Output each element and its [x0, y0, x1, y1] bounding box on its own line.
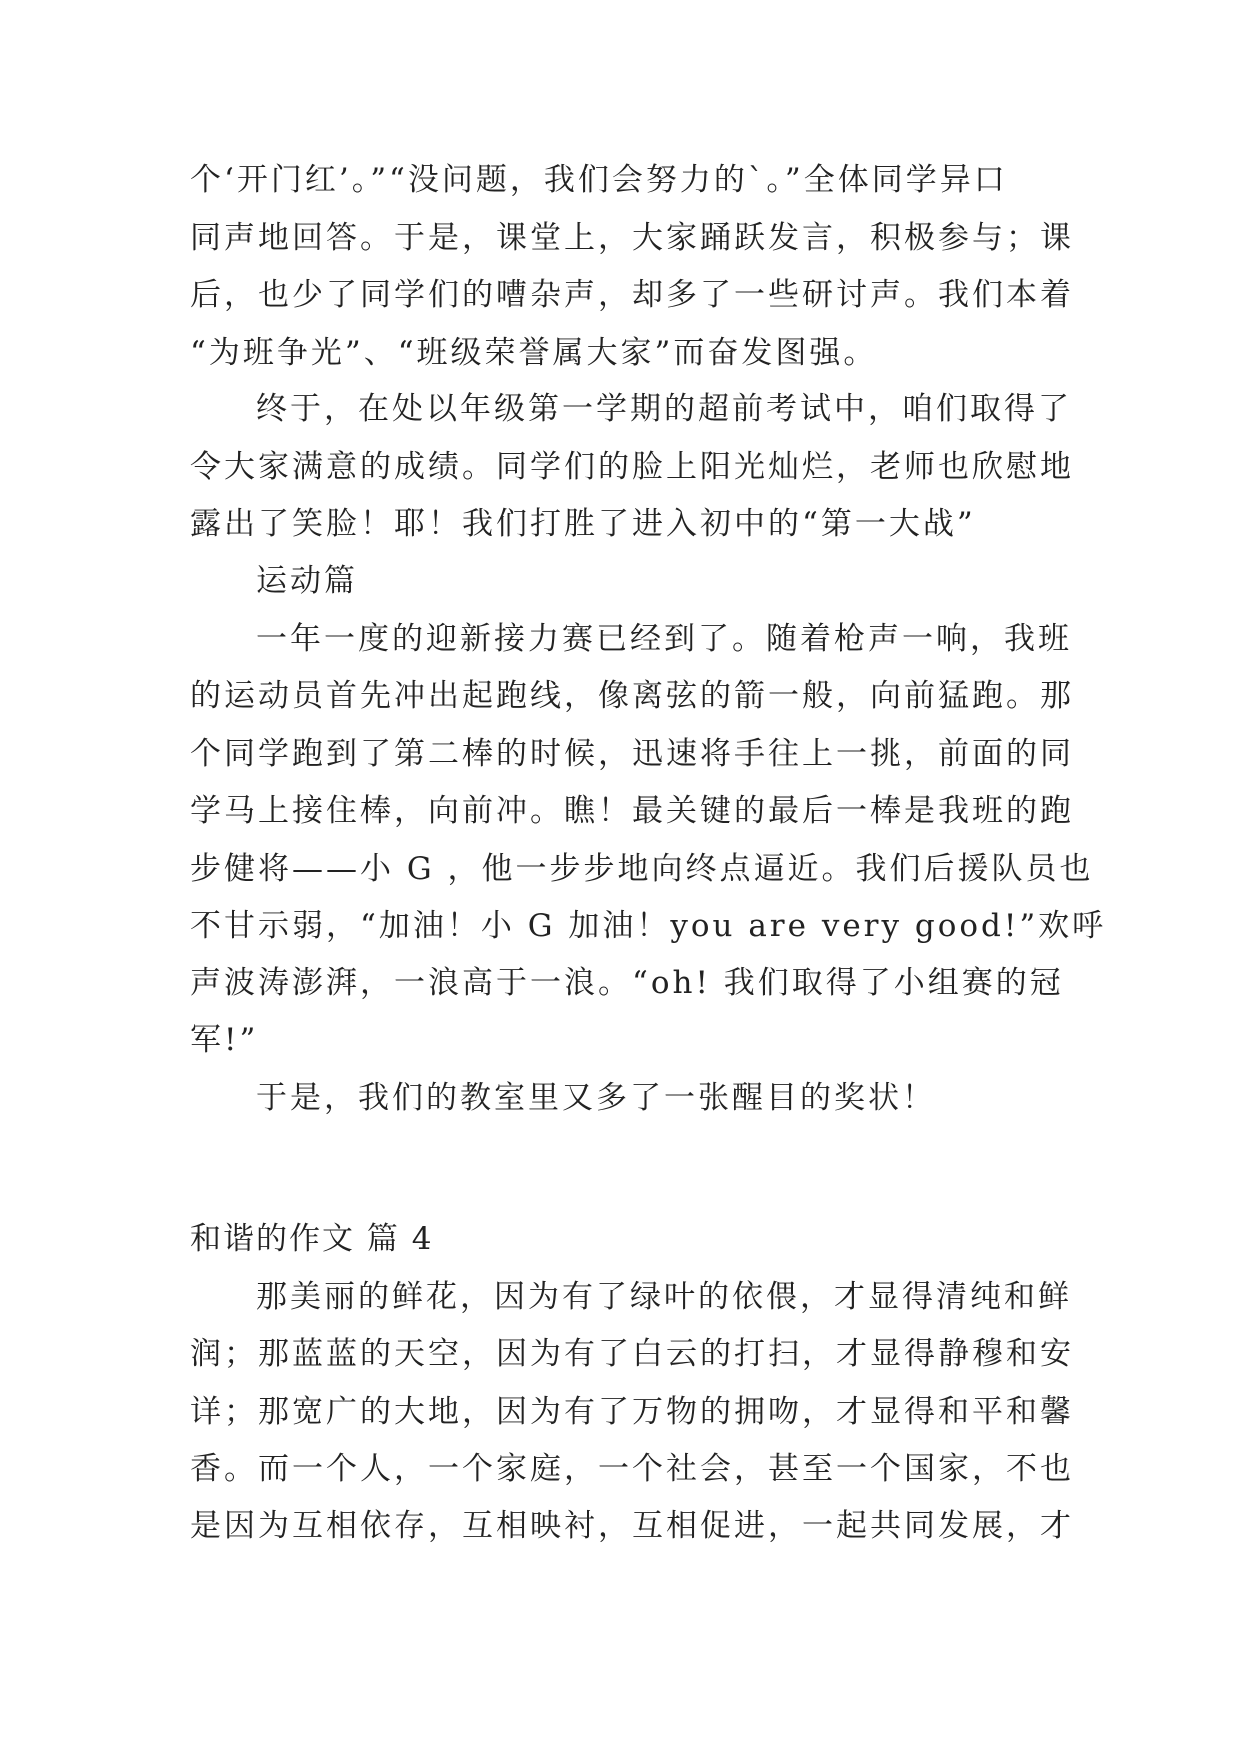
paragraph-line: 个‘开门红’。”“没问题，我们会努力的`。”全体同学异口	[190, 162, 1008, 198]
paragraph-line: 的运动员首先冲出起跑线，像离弦的箭一般，向前猛跑。那	[190, 678, 1074, 714]
paragraph-line: 不甘示弱，“加油！小 G 加油！you are very good!”欢呼	[190, 908, 1107, 944]
subheading: 运动篇	[256, 563, 358, 599]
paragraph-line: “为班争光”、“班级荣誉属大家”而奋发图强。	[190, 335, 878, 371]
paragraph-line: 于是，我们的教室里又多了一张醒目的奖状！	[256, 1080, 936, 1116]
paragraph-line: 润；那蓝蓝的天空，因为有了白云的打扫，才显得静穆和安	[190, 1336, 1074, 1372]
section-title: 和谐的作文 篇 4	[190, 1221, 434, 1257]
paragraph-line: 后，也少了同学们的嘈杂声，却多了一些研讨声。我们本着	[190, 277, 1074, 313]
paragraph-line: 军!”	[190, 1022, 259, 1058]
paragraph-line: 是因为互相依存，互相映衬，互相促进，一起共同发展，才	[190, 1508, 1074, 1544]
paragraph-line: 同声地回答。于是，课堂上，大家踊跃发言，积极参与；课	[190, 220, 1074, 256]
paragraph-line: 香。而一个人，一个家庭，一个社会，甚至一个国家，不也	[190, 1451, 1074, 1487]
paragraph-line: 令大家满意的成绩。同学们的脸上阳光灿烂，老师也欣慰地	[190, 449, 1074, 485]
paragraph-line: 声波涛澎湃，一浪高于一浪。“oh! 我们取得了小组赛的冠	[190, 965, 1064, 1001]
paragraph-line: 个同学跑到了第二棒的时候，迅速将手往上一挑，前面的同	[190, 736, 1074, 772]
paragraph-line: 露出了笑脸！耶！我们打胜了进入初中的“第一大战”	[190, 506, 976, 542]
paragraph-line: 学马上接住棒，向前冲。瞧！最关键的最后一棒是我班的跑	[190, 793, 1074, 829]
paragraph-line: 终于，在处以年级第一学期的超前考试中，咱们取得了	[256, 391, 1072, 427]
paragraph-line: 那美丽的鲜花，因为有了绿叶的依偎，才显得清纯和鲜	[256, 1279, 1072, 1315]
paragraph-line: 步健将——小 G ，他一步步地向终点逼近。我们后援队员也	[190, 851, 1094, 887]
paragraph-line: 详；那宽广的大地，因为有了万物的拥吻，才显得和平和馨	[190, 1394, 1074, 1430]
paragraph-line: 一年一度的迎新接力赛已经到了。随着枪声一响，我班	[256, 621, 1072, 657]
